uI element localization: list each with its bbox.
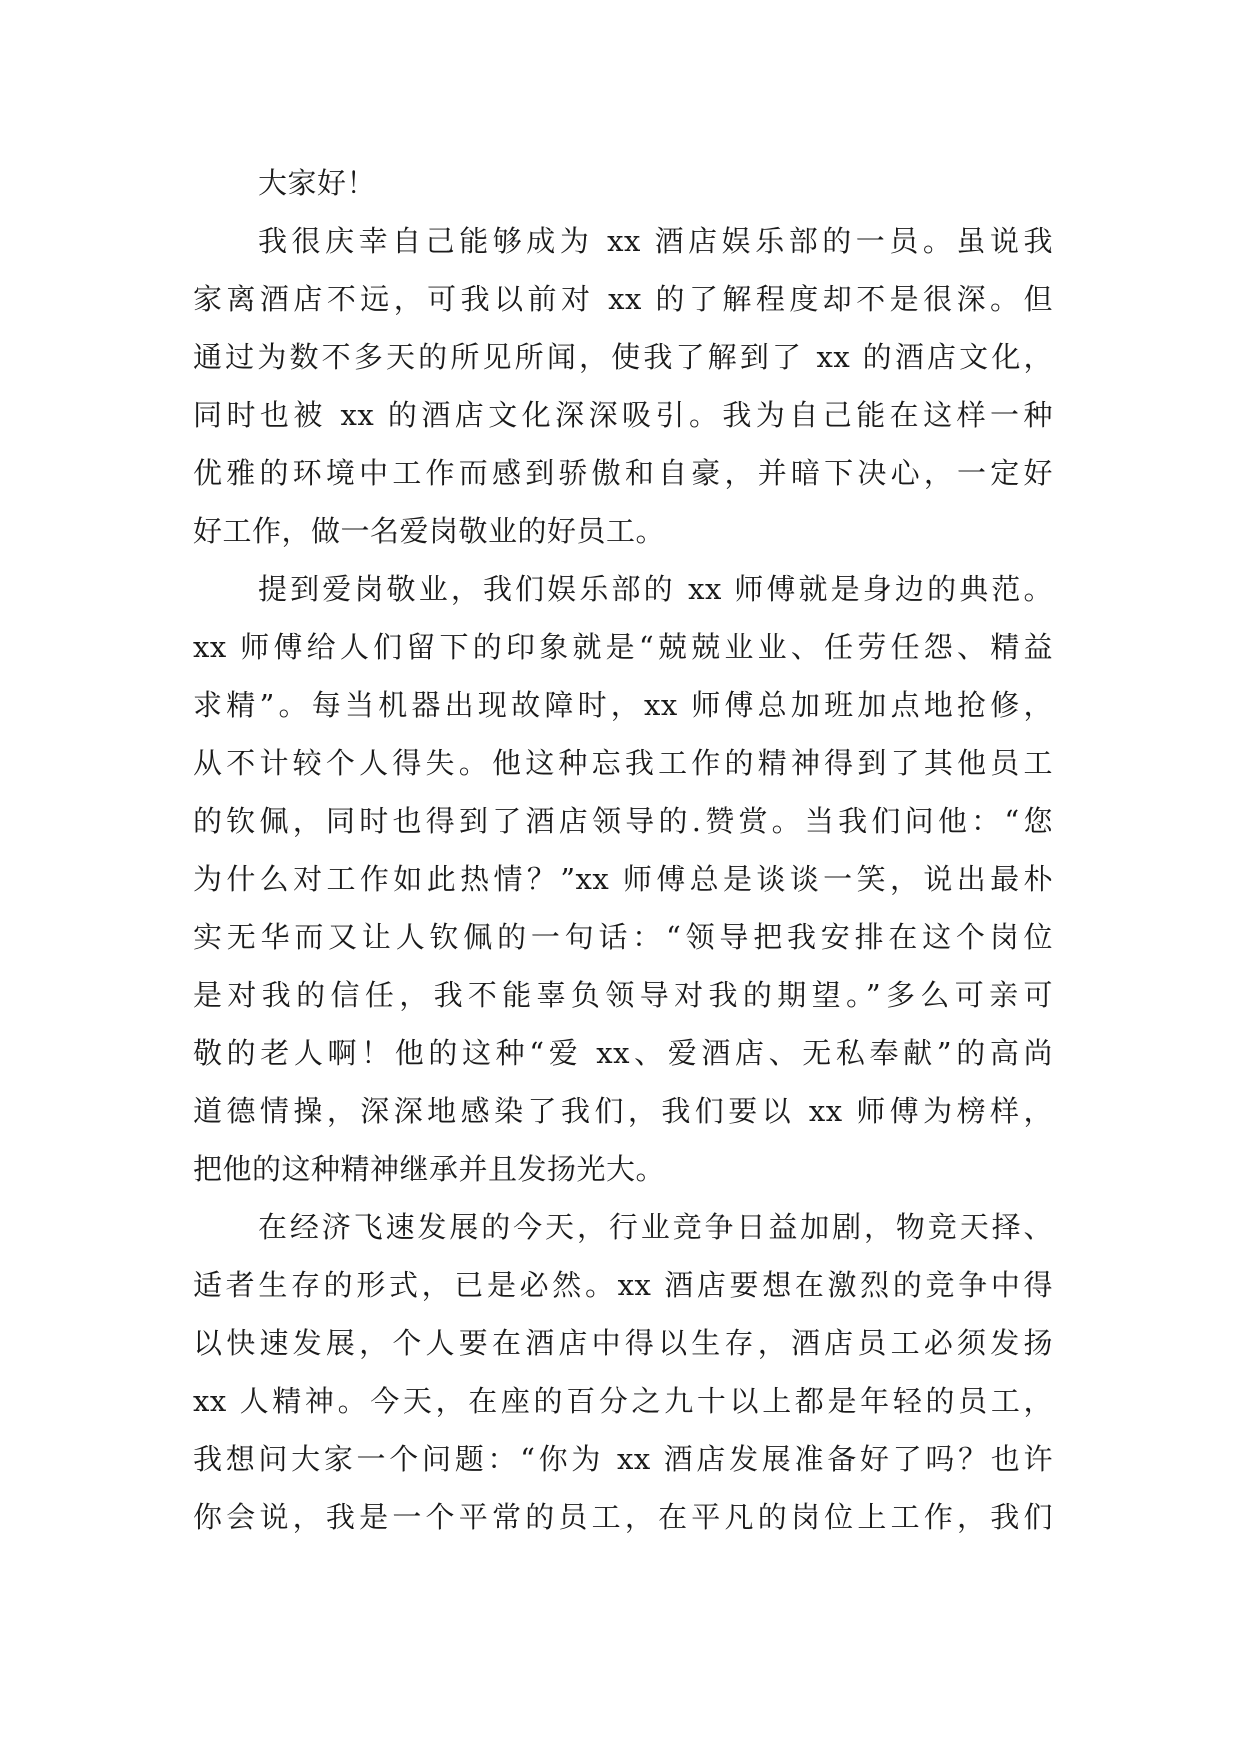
paragraph-3-line: xx 人精神。今天，在座的百分之九十以上都是年轻的员工， bbox=[193, 1384, 1053, 1418]
paragraph-1-line: 我很庆幸自己能够成为 xx 酒店娱乐部的一员。虽说我 bbox=[258, 224, 1053, 258]
paragraph-3-line: 以快速发展，个人要在酒店中得以生存，酒店员工必须发扬 bbox=[193, 1326, 1053, 1360]
paragraph-2-line: 是对我的信任，我不能辜负领导对我的期望。”多么可亲可 bbox=[193, 978, 1053, 1012]
paragraph-2-line: 提到爱岗敬业，我们娱乐部的 xx 师傅就是身边的典范。 bbox=[258, 572, 1053, 606]
paragraph-1-line: 好工作，做一名爱岗敬业的好员工。 bbox=[193, 514, 666, 548]
paragraph-2-line: 道德情操，深深地感染了我们，我们要以 xx 师傅为榜样， bbox=[193, 1094, 1053, 1128]
paragraph-2-line: xx 师傅给人们留下的印象就是“兢兢业业、任劳任怨、精益 bbox=[193, 630, 1053, 664]
paragraph-1-line: 同时也被 xx 的酒店文化深深吸引。我为自己能在这样一种 bbox=[193, 398, 1053, 432]
paragraph-3-line: 我想问大家一个问题：“你为 xx 酒店发展准备好了吗？也许 bbox=[193, 1442, 1053, 1476]
paragraph-2-line: 求精”。每当机器出现故障时，xx 师傅总加班加点地抢修， bbox=[193, 688, 1053, 722]
paragraph-2-line: 的钦佩，同时也得到了酒店领导的.赞赏。当我们问他：“您 bbox=[193, 804, 1053, 838]
paragraph-3-line: 你会说，我是一个平常的员工，在平凡的岗位上工作，我们 bbox=[193, 1500, 1053, 1534]
paragraph-1-line: 家离酒店不远，可我以前对 xx 的了解程度却不是很深。但 bbox=[193, 282, 1053, 316]
paragraph-2-line: 实无华而又让人钦佩的一句话：“领导把我安排在这个岗位 bbox=[193, 920, 1053, 954]
paragraph-2-line: 为什么对工作如此热情？”xx 师傅总是谈谈一笑，说出最朴 bbox=[193, 862, 1053, 896]
paragraph-1-line: 优雅的环境中工作而感到骄傲和自豪，并暗下决心，一定好 bbox=[193, 456, 1053, 490]
paragraph-3-line: 适者生存的形式，已是必然。xx 酒店要想在激烈的竞争中得 bbox=[193, 1268, 1053, 1302]
paragraph-3-line: 在经济飞速发展的今天，行业竞争日益加剧，物竞天择、 bbox=[258, 1210, 1053, 1244]
paragraph-2-line: 敬的老人啊！他的这种“爱 xx、爱酒店、无私奉献”的高尚 bbox=[193, 1036, 1053, 1070]
greeting-line: 大家好！ bbox=[258, 166, 377, 200]
paragraph-2-line: 把他的这种精神继承并且发扬光大。 bbox=[193, 1152, 666, 1186]
paragraph-2-line: 从不计较个人得失。他这种忘我工作的精神得到了其他员工 bbox=[193, 746, 1053, 780]
paragraph-1-line: 通过为数不多天的所见所闻，使我了解到了 xx 的酒店文化， bbox=[193, 340, 1053, 374]
